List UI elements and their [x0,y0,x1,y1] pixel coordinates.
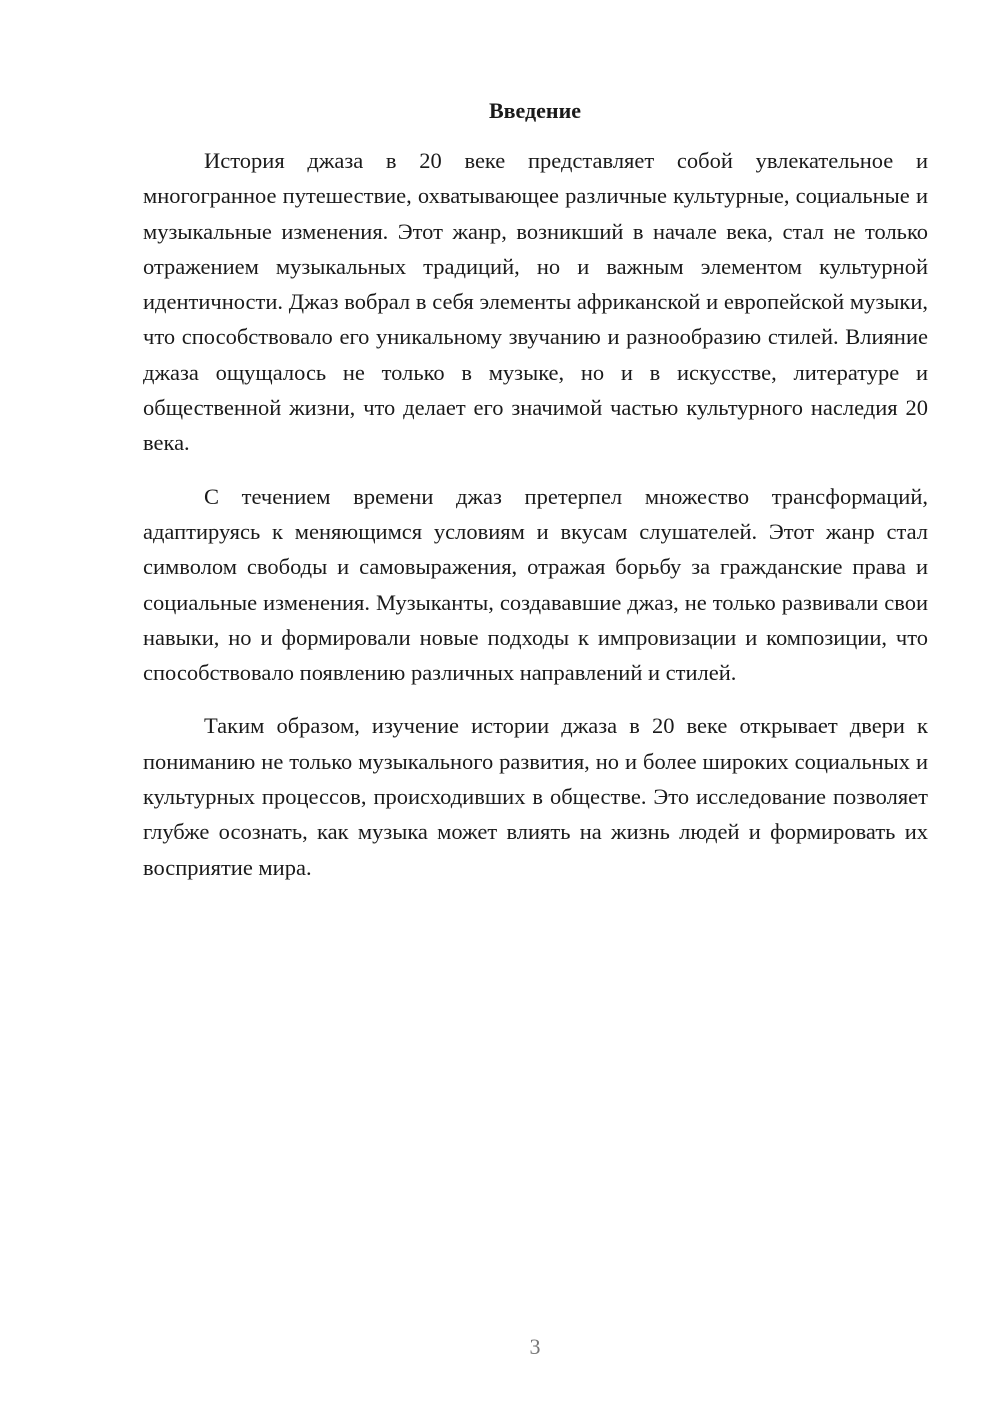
body-text [143,143,928,885]
paragraph-3: Таким образом, изучение истории джаза в 20 веке открывает двери к пониманию не только музыкального развития, но и более широких социальных и культурных процессов, происходивших в обществе. Это исследование позволяет глубже осознать, как музыка может влиять на жизнь людей и формировать их восприятие мира. [143,713,928,880]
page-number: 3 [529,1334,541,1359]
section-heading: Введение [488,98,582,123]
paragraph-1: История джаза в 20 веке представляет собой увлекательное и многогранное путешествие, охватывающее различные культурные, социальные и музыкальные изменения. Этот жанр, возникший в начале века, стал не только отражением музыкальных традиций, но и важным элементом культурной идентичности. Джаз вобрал в себя элементы африканской и европейской музыки, что способствовало его уникальному звучанию и разнообразию стилей. Влияние джаза ощущалось не только в музыке, но и в искусстве, литературе и общественной жизни, что делает его значимой частью культурного наследия 20 века. [143,148,928,456]
paragraph-2: С течением времени джаз претерпел множество трансформаций, адаптируясь к меняющимся условиям и вкусам слушателей. Этот жанр стал символом свободы и самовыражения, отражая борьбу за гражданские права и социальные изменения. Музыканты, создававшие джаз, не только развивали свои навыки, но и формировали новые подходы к импровизации и композиции, что способствовало появлению различных направлений и стилей. [143,483,928,686]
